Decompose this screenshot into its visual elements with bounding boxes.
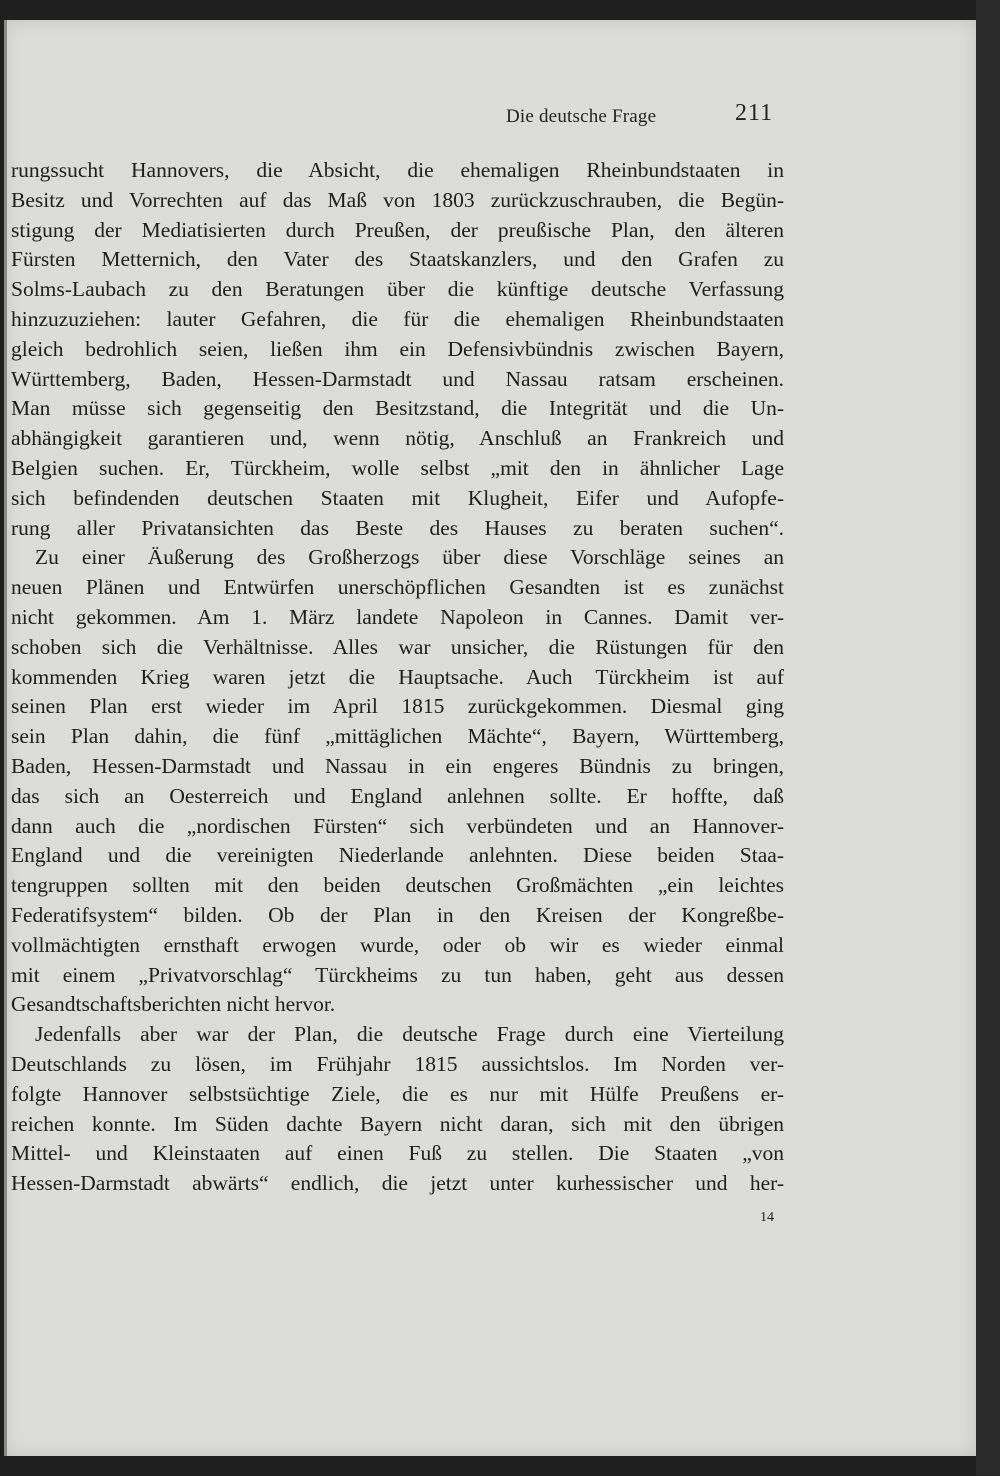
text-line: rung aller Privatansichten das Beste des Hauses zu beraten suchen“. — [11, 515, 784, 540]
text-line: tengruppen sollten mit den beiden deutschen Großmächten „ein leichtes — [11, 873, 784, 898]
text-line: Württemberg, Baden, Hessen-Darmstadt und Nassau ratsam erscheinen. — [11, 366, 784, 391]
text-line: mit einem „Privatvorschlag“ Türckheims zu tun haben, geht aus dessen — [11, 962, 784, 987]
text-line: sich befindenden deutschen Staaten mit Klugheit, Eifer und Aufopfe- — [11, 485, 784, 510]
text-line: Hessen-Darmstadt abwärts“ endlich, die jetzt unter kurhessischer und her- — [11, 1171, 784, 1196]
text-line: das sich an Oesterreich und England anlehnen sollte. Er hoffte, daß — [11, 783, 784, 808]
text-line: hinzuzuziehen: lauter Gefahren, die für die ehemaligen Rheinbundstaaten — [11, 306, 784, 331]
text-line: Besitz und Vorrechten auf das Maß von 1803 zurückzuschrauben, die Begün- — [11, 187, 784, 212]
signature-mark: 14 — [760, 1210, 774, 1225]
text-line: Zu einer Äußerung des Großherzogs über diese Vorschläge seines an — [35, 545, 784, 570]
text-line: Solms-Laubach zu den Beratungen über die künftige deutsche Verfassung — [11, 277, 784, 302]
text-line: folgte Hannover selbstsüchtige Ziele, die es nur mit Hülfe Preußens er- — [11, 1081, 784, 1106]
text-line: dann auch die „nordischen Fürsten“ sich verbündeten und an Hannover- — [11, 813, 784, 838]
text-line: sein Plan dahin, die fünf „mittäglichen Mächte“, Bayern, Württemberg, — [11, 724, 784, 749]
text-line: Belgien suchen. Er, Türckheim, wolle selbst „mit den in ähnlicher Lage — [11, 455, 784, 480]
text-line: Baden, Hessen-Darmstadt und Nassau in ein engeres Bündnis zu bringen, — [11, 753, 784, 778]
text-line: Federatifsystem“ bilden. Ob der Plan in den Kreisen der Kongreßbe- — [11, 902, 784, 927]
page-header — [0, 100, 1000, 140]
running-title: Die deutsche Frage — [506, 106, 657, 127]
text-line: kommenden Krieg waren jetzt die Hauptsache. Auch Türckheim ist auf — [11, 664, 784, 689]
text-line: Deutschlands zu lösen, im Frühjahr 1815 aussichtslos. Im Norden ver- — [11, 1051, 784, 1076]
text-line: stigung der Mediatisierten durch Preußen, der preußische Plan, den älteren — [11, 217, 784, 242]
text-line: neuen Plänen und Entwürfen unerschöpflichen Gesandten ist es zunächst — [11, 575, 784, 600]
text-line: rungssucht Hannovers, die Absicht, die ehemaligen Rheinbundstaaten in — [11, 158, 784, 182]
text-line: gleich bedrohlich seien, ließen ihm ein Defensivbündnis zwischen Bayern, — [11, 336, 784, 361]
text-line: Fürsten Metternich, den Vater des Staatskanzlers, und den Grafen zu — [11, 247, 784, 272]
text-line: reichen konnte. Im Süden dachte Bayern nicht daran, sich mit den übrigen — [11, 1111, 784, 1136]
text-line: vollmächtigten ernsthaft erwogen wurde, oder ob wir es wieder einmal — [11, 932, 784, 957]
scan-border — [976, 0, 1000, 1476]
text-line: Mittel- und Kleinstaaten auf einen Fuß zu stellen. Die Staaten „von — [11, 1141, 784, 1166]
body-text — [11, 156, 784, 1199]
text-line: nicht gekommen. Am 1. März landete Napoleon in Cannes. Damit ver- — [11, 604, 784, 629]
text-line: Jedenfalls aber war der Plan, die deutsche Frage durch eine Vierteilung — [35, 1022, 784, 1047]
text-line: Gesandtschaftsberichten nicht hervor. — [11, 992, 336, 1017]
text-line: schoben sich die Verhältnisse. Alles war unsicher, die Rüstungen für den — [11, 634, 784, 659]
page-number: 211 — [735, 100, 774, 126]
text-line: England und die vereinigten Niederlande anlehnten. Diese beiden Staa- — [11, 843, 784, 868]
text-line: seinen Plan erst wieder im April 1815 zurückgekommen. Diesmal ging — [11, 694, 784, 719]
text-line: Man müsse sich gegenseitig den Besitzstand, die Integrität und die Un- — [11, 396, 784, 421]
text-line: abhängigkeit garantieren und, wenn nötig, Anschluß an Frankreich und — [11, 426, 784, 451]
